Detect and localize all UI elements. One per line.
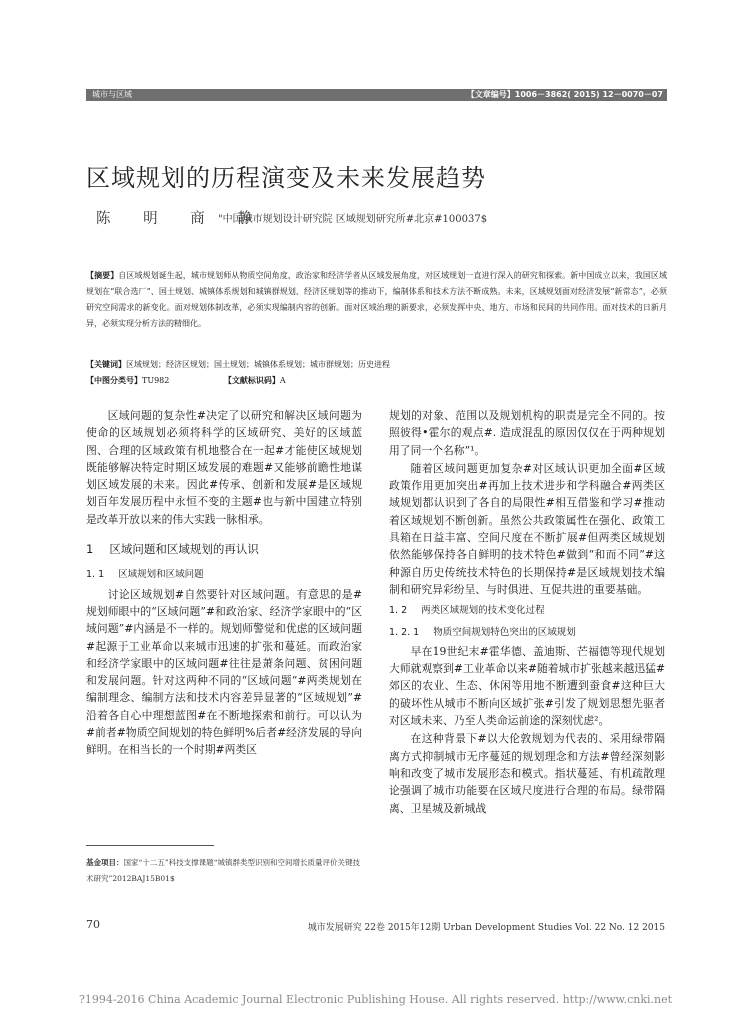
- section-1-1-heading: [86, 566, 362, 583]
- doc-value: A: [279, 376, 286, 385]
- right-paragraph-3: 早在19世纪末#霍华德、盖迪斯、芒福德等现代规划大师就观察到#工业革命以来#随着城市扩张越来越迅猛#郊区的农业、生态、休闲等用地不断遭到蚕食#这种巨大的破坏性从城市不断向区域扩张#引发了规划思想先驱者对区域未来、乃至人类命运前途的深刻忧虑²。: [389, 644, 665, 728]
- right-paragraph-1: 规划的对象、范围以及规划机构的职责是完全不同的。按照彼得•霍尔的观点#. 造成混乱的原因仅仅在于两种规划用了同一个名称”¹。: [389, 409, 665, 457]
- copyright-notice: ?1994-2016 China Academic Journal Electronic Publishing House. All rights reserved. http://www.cnki.net: [78, 993, 673, 1006]
- section-1-2-1-title: 物质空间规划特色突出的区域规划: [433, 626, 576, 638]
- doc-label: 【文献标识码】: [223, 375, 280, 385]
- article-number: 【文章编号】1006－3862( 2015) 12－0070－07: [466, 90, 663, 99]
- section-1-2-1-heading: [389, 624, 665, 641]
- page-number: 70: [86, 918, 100, 931]
- authors: 陈 明 商 静: [96, 211, 266, 227]
- affiliation: "中国城市规划设计研究院 区域规划研究所#北京#100037$: [218, 214, 488, 225]
- intro-paragraph: 区域问题的复杂性#决定了以研究和解决区域问题为使命的区域规划必须将科学的区域研究、美好的区域蓝图、合理的区域政策有机地整合在一起#才能使区域规划既能够解决特定时期区域发展的难题#又能够前瞻性地谋划区域发展的未来。因此#传承、创新和发展#是区域规划百年发展历程中永恒不变的主题#也与新中国建立特别是改革开放以来的伟大实践一脉相承。: [86, 409, 362, 526]
- section-1-2-heading: [389, 602, 665, 619]
- abstract-label: 【摘要】: [86, 270, 119, 280]
- footnote: [86, 855, 362, 887]
- right-paragraph-2: 随着区域问题更加复杂#对区域认识更加全面#区域政策作用更加突出#再加上技术进步和学科融合#两类区域规划都认识到了各自的局限性#相互借鉴和学习#推动着区域规划不断创新。虽然公共政策属性在强化、政策工具箱在日益丰富、空间尺度在不断扩展#但两类区域规划依然能够保持各自鲜明的技术特色#做到“和而不同”#这种源自历史传统技术特色的长期保持#是区域规划技术编制和研究异彩纷呈、与时俱进、互促共进的重要基础。: [389, 461, 665, 596]
- cls-value: TU982: [142, 376, 170, 385]
- keywords: [86, 356, 667, 373]
- abstract: [86, 267, 667, 332]
- keywords-label: 【关键词】: [86, 359, 126, 369]
- right-paragraph-4: 在这种背景下#以大伦敦规划为代表的、采用绿带隔离方式抑制城市无序蔓延的规划理念和方法#曾经深刻影响和改变了城市发展形态和模式。指状蔓延、有机疏散理论强调了城市功能要在区域尺度进行合理的布局。绿带隔离、卫星城及新城战: [389, 732, 665, 815]
- page-title: 区域规划的历程演变及未来发展趋势: [86, 164, 486, 192]
- classification: [86, 372, 286, 389]
- section-1-2-1-number: 1. 2. 1: [389, 626, 420, 638]
- section-1-number: 1: [86, 542, 94, 557]
- section-1-title: 区域问题和区域规划的再认识: [109, 542, 259, 557]
- journal-footer: 城市发展研究 22卷 2015年12期 Urban Development Studies Vol. 22 No. 12 2015: [307, 923, 665, 933]
- section-1-2-number: 1. 2: [389, 605, 408, 617]
- section-1-1-paragraph: 讨论区域规划#自然要针对区域问题。有意思的是#规划师眼中的“区域问题”#和政治家、经济学家眼中的“区域问题”#内涵是不一样的。规划师警觉和优虑的区域问题#起源于工业革命以来城市迅速的扩张和蔓延。而政治家和经济学家眼中的区域问题#往往是萧条问题、贫困问题和发展问题。针对这两种不同的“区域问题”#两类规划在编制理念、编制方法和技术内容差异显著的“区域规划”#沿着各自心中理想蓝图#在不断地探索和前行。可以认为#前者#物质空间规划的特色鲜明%后者#经济发展的导向鲜明。在相当长的一个时期#两类区: [86, 587, 362, 757]
- cls-label: 【中图分类号】: [86, 375, 142, 385]
- footnote-text: 国家“十二五”科技支撑课题“城镇群类型识别和空间增长质量评价关键技术研究”2012BAJ15B01$: [86, 858, 361, 883]
- keywords-text: 区域规划；经济区规划；国土规划；城镇体系规划；城市群规划；历史进程: [126, 360, 390, 369]
- section-1-2-title: 两类区域规划的技术变化过程: [421, 605, 545, 617]
- section-1-heading: [86, 541, 362, 558]
- right-column: [389, 407, 665, 818]
- footnote-label: 基金项目：: [86, 858, 124, 867]
- footnote-divider: [86, 845, 214, 846]
- section-label: 城市与区域: [92, 90, 132, 99]
- left-column: [86, 407, 362, 760]
- abstract-text: 自区域规划诞生起，城市规划师从物质空间角度、政治家和经济学者从区域发展角度，对区域规划一直进行深入的研究和探索。新中国成立以来，我国区域规划在“联合选厂”、国土规划、城镇体系规划和城镇群规划、经济区规划等的推动下，编制体系和技术方法不断成熟。未来，区域规划面对经济发展“新常态”，必须研究空间需求的新变化。面对规划体制改革，必须实现编制内容的创新。面对区域治理的新要求，必须发挥中央、地方、市场和民间的共同作用。面对技术的日新月异，必须实现分析方法的精细化。: [86, 271, 667, 328]
- section-1-1-number: 1. 1: [86, 569, 105, 581]
- section-1-1-title: 区域规划和区域问题: [118, 569, 204, 581]
